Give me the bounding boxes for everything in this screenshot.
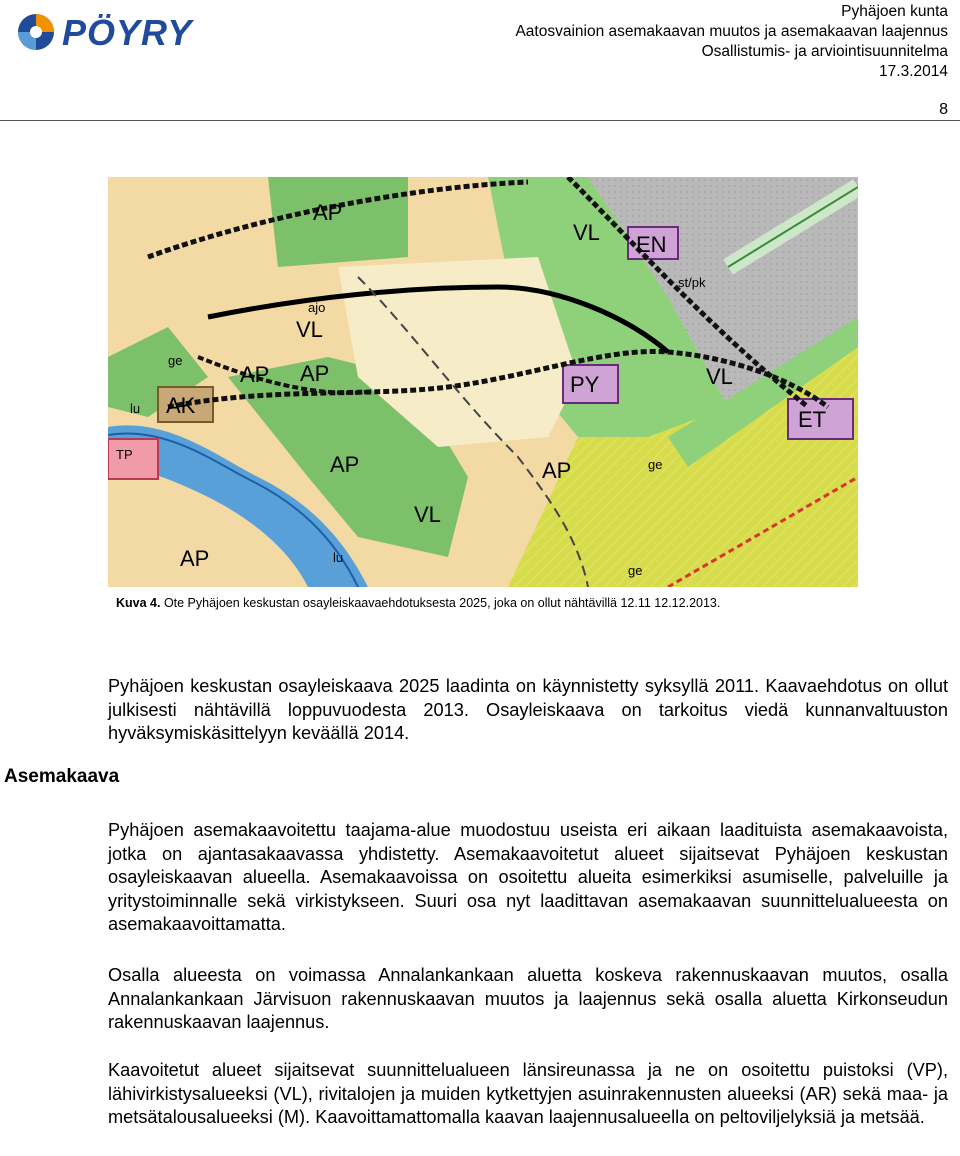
header-divider <box>0 120 960 121</box>
section-heading: Asemakaava <box>4 766 120 787</box>
map-label: st/pk <box>678 275 706 290</box>
map-label: AP <box>240 362 270 387</box>
document-title: Osallistumis- ja arviointisuunnitelma <box>701 43 948 60</box>
paragraph-2: Pyhäjoen asemakaavoitettu taajama-alue muodostuu useista eri aikaan laadituista asemakaavoista, jotka on ajantasakaavassa yhdistetty. Asemakaavoitetut alueet sijaitsevat Pyhäjoen keskustan osayleiskaavan alueella. Asemakaavoissa on osoitettu alueita esimerkiksi asumiselle, palveluille ja yritystoiminnalle sekä virkistykseen. Suuri osa nyt laadittavan asemakaavan suunnittelualueesta on asemakaavoittamatta. <box>108 820 948 934</box>
map-label: TP <box>116 447 133 462</box>
map-label: ge <box>168 353 183 368</box>
map-label: ajo <box>308 300 326 315</box>
municipality-name: Pyhäjoen kunta <box>841 3 948 20</box>
poyry-logo-icon <box>16 12 56 52</box>
map-label: VL <box>706 364 733 389</box>
map-label: EN <box>636 232 667 257</box>
map-label: AP <box>180 546 210 571</box>
map-label: AP <box>313 200 343 225</box>
map-label: VL <box>573 220 600 245</box>
paragraph-4: Kaavoitetut alueet sijaitsevat suunnittelualueen länsireunassa ja ne on osoitettu puistoksi (VP), lähivirkistysalueeksi (VL), rivitalojen ja muiden kytkettyjen asuinrakennusten alueeksi (AR) sekä maa- ja metsätalousalueeksi (M). Kaavoittamattomalla kaavan laajennusalueella on peltoviljelyksiä ja metsää. <box>108 1060 948 1127</box>
project-title: Aatosvainion asemakaavan muutos ja asemakaavan laajennus <box>515 23 948 40</box>
zoning-map <box>108 177 858 587</box>
map-label: ge <box>648 457 663 472</box>
map-label: AP <box>300 361 330 386</box>
paragraph-1: Pyhäjoen keskustan osayleiskaava 2025 laadinta on käynnistetty syksyllä 2011. Kaavaehdotus on ollut julkisesti nähtävillä loppuvuodesta 2013. Osayleiskaava on tarkoitus viedä kunnanvaltuuston hyväksymiskäsittelyyn keväällä 2014. <box>108 676 948 743</box>
logo-text: PÖYRY <box>62 12 193 53</box>
map-label: AP <box>542 458 572 483</box>
map-label: ge <box>628 563 643 578</box>
map-label: lu <box>333 550 344 565</box>
document-header <box>515 2 948 82</box>
caption-text: Ote Pyhäjoen keskustan osayleiskaavaehdotuksesta 2025, joka on ollut nähtävillä 12.11 12.12.2013. <box>160 596 721 610</box>
map-label: lu <box>130 401 141 416</box>
company-logo <box>0 0 200 64</box>
document-date: 17.3.2014 <box>879 63 948 80</box>
page-number: 8 <box>939 101 948 118</box>
map-label: ET <box>798 407 827 432</box>
figure-caption <box>116 596 720 610</box>
map-label: AK <box>166 393 196 418</box>
map-label: AP <box>330 452 360 477</box>
map-label: PY <box>570 372 600 397</box>
paragraph-3: Osalla alueesta on voimassa Annalankankaan aluetta koskeva rakennuskaavan muutos, osalla Annalankankaan Järvisuon rakennuskaavan muutos ja laajennus sekä osalla aluetta Kirkonseudun rakennuskaavan laajennus. <box>108 965 948 1032</box>
caption-label: Kuva 4. <box>116 596 161 610</box>
map-label: VL <box>414 502 441 527</box>
map-label: VL <box>296 317 323 342</box>
